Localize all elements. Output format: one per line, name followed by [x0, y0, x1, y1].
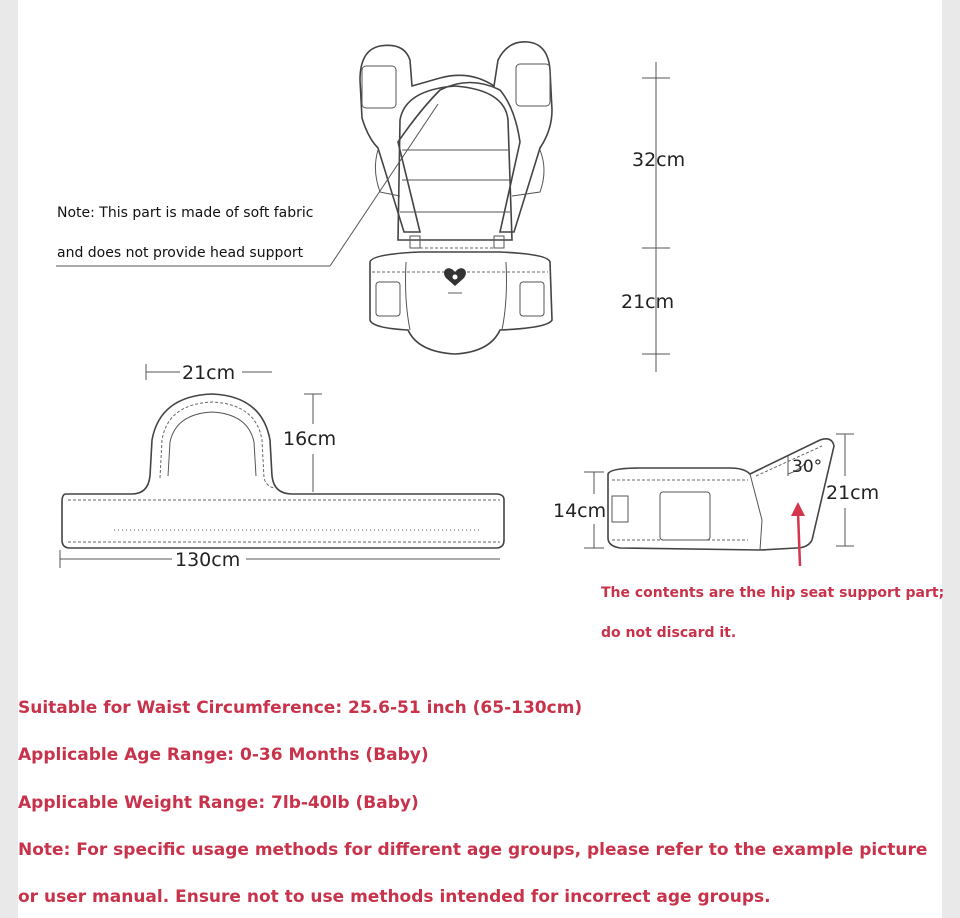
hip-seat-note-line2: do not discard it.: [601, 625, 737, 641]
belt-drawing: [60, 364, 504, 568]
hip-seat-note-line1: The contents are the hip seat support part;: [601, 585, 945, 601]
hip-seat-angle-dimension: 30°: [792, 457, 823, 477]
weight-spec: Applicable Weight Range: 7lb-40lb (Baby): [18, 793, 419, 813]
hip-seat-drawing: [584, 434, 854, 566]
carrier-dimension-lines: [642, 62, 670, 372]
carrier-note-line2: and does not provide head support: [57, 245, 304, 261]
belt-width-dimension: 21cm: [182, 362, 236, 384]
carrier-bottom-dimension: 21cm: [621, 291, 675, 313]
hip-seat-height-dimension: 14cm: [553, 500, 607, 522]
waist-spec: Suitable for Waist Circumference: 25.6-51 inch (65-130cm): [18, 698, 583, 718]
belt-length-dimension: 130cm: [175, 549, 241, 571]
age-spec: Applicable Age Range: 0-36 Months (Baby): [18, 745, 429, 765]
usage-note-line2: or user manual. Ensure not to use methods intended for incorrect age groups.: [18, 887, 771, 907]
hip-seat-back-dimension: 21cm: [826, 482, 880, 504]
belt-height-dimension: 16cm: [283, 428, 337, 450]
usage-note-line1: Note: For specific usage methods for different age groups, please refer to the example picture: [18, 840, 928, 860]
carrier-note-line1: Note: This part is made of soft fabric: [57, 205, 314, 221]
carrier-drawing: [56, 42, 552, 354]
carrier-top-dimension: 32cm: [632, 149, 686, 171]
